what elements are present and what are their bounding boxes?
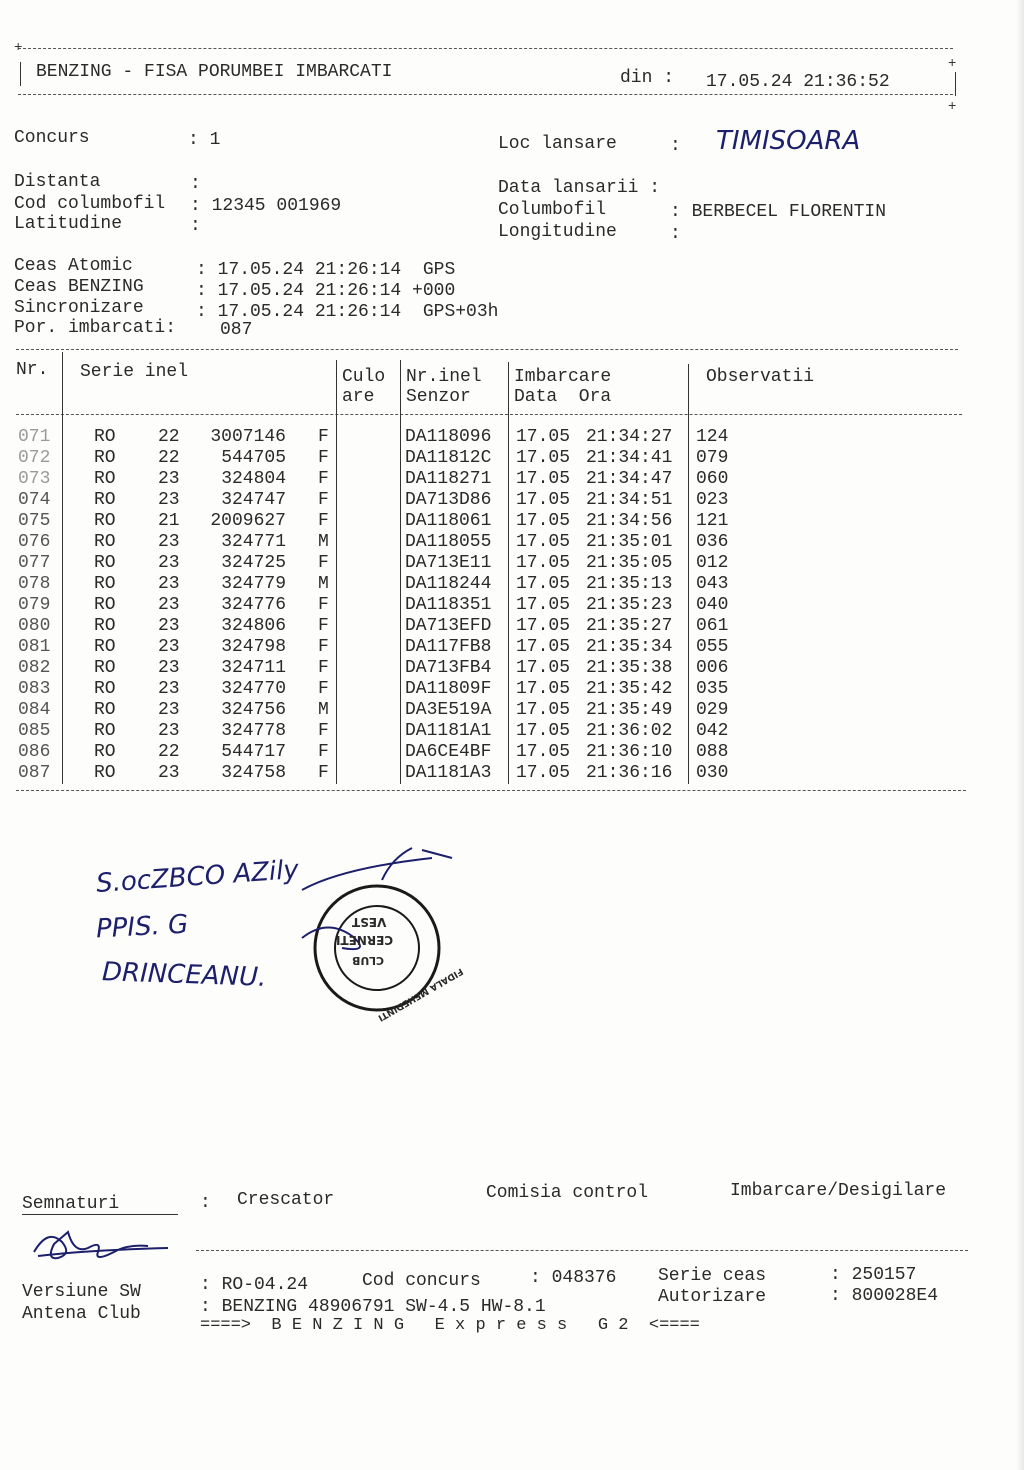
cell-an: 23 <box>158 637 180 658</box>
cell-senzor: DA1181A1 <box>405 721 492 742</box>
cell-an: 23 <box>158 616 180 637</box>
cell-nr: 074 <box>18 490 51 511</box>
col-header-nrinel-1: Nr.inel <box>406 367 482 387</box>
por-imbarcati-label: Por. imbarcati: <box>14 318 177 338</box>
longitudine-colon: : <box>670 224 681 244</box>
cell-ora: 21:35:05 <box>586 553 673 574</box>
cell-ora: 21:34:56 <box>586 511 673 532</box>
table-header-bottom-rule <box>16 414 962 415</box>
cell-nr: 071 <box>18 427 51 447</box>
cell-nr: 086 <box>18 742 51 763</box>
concurs-label: Concurs <box>14 128 90 148</box>
ceas-atomic-label: Ceas Atomic <box>14 256 133 276</box>
cell-nr: 073 <box>18 469 51 490</box>
cell-data: 17.05 <box>516 532 571 553</box>
cell-an: 23 <box>158 469 180 490</box>
cell-inel: 324771 <box>221 532 286 553</box>
cell-an: 23 <box>158 532 180 553</box>
cell-senzor: DA11809F <box>405 679 492 700</box>
cell-obs: 088 <box>696 742 729 763</box>
cell-inel: 324778 <box>221 721 286 742</box>
cell-data: 17.05 <box>516 511 571 532</box>
cell-tara: RO <box>94 700 116 721</box>
columbofil-value: : BERBECEL FLORENTIN <box>670 202 887 222</box>
loc-lansare-label: Loc lansare <box>498 134 617 154</box>
stamp-text-cerneti: CERNETI <box>336 933 394 947</box>
cell-senzor: DA118351 <box>405 595 492 616</box>
table-bottom-rule <box>16 790 966 791</box>
cell-ora: 21:36:16 <box>586 763 673 784</box>
cell-nr: 077 <box>18 553 51 574</box>
cell-data: 17.05 <box>516 490 571 511</box>
cell-sex: F <box>318 637 329 658</box>
cell-nr: 079 <box>18 595 51 616</box>
cell-ora: 21:36:02 <box>586 721 673 742</box>
distanta-label: Distanta <box>14 172 101 192</box>
semnaturi-colon: : <box>200 1193 211 1213</box>
cell-sex: F <box>318 490 329 511</box>
cell-obs: 079 <box>696 448 729 469</box>
cell-data: 17.05 <box>516 616 571 637</box>
cell-inel: 544705 <box>221 448 286 469</box>
report-title: BENZING - FISA PORUMBEI IMBARCATI <box>36 62 393 82</box>
cell-ora: 21:34:41 <box>586 448 673 469</box>
cell-senzor: DA713EFD <box>405 616 492 637</box>
versiune-sw-value: : RO-04.24 <box>200 1275 309 1295</box>
cell-inel: 324779 <box>221 574 286 595</box>
cell-data: 17.05 <box>516 721 571 742</box>
cell-tara: RO <box>94 637 116 658</box>
col-header-imbarcare-2: Data Ora <box>514 387 612 407</box>
cell-ora: 21:34:47 <box>586 469 673 490</box>
table-top-rule <box>16 349 958 350</box>
col-separator <box>508 362 509 784</box>
col-header-culoare-2: are <box>342 387 375 407</box>
cell-sex: F <box>318 427 329 447</box>
cell-inel: 324806 <box>221 616 286 637</box>
cell-an: 23 <box>158 658 180 679</box>
cell-obs: 036 <box>696 532 729 553</box>
cell-inel: 324758 <box>221 763 286 784</box>
cell-nr: 083 <box>18 679 51 700</box>
cell-nr: 076 <box>18 532 51 553</box>
ceas-benzing-label: Ceas BENZING <box>14 277 144 297</box>
cell-an: 22 <box>158 742 180 763</box>
cell-senzor: DA118055 <box>405 532 492 553</box>
cell-tara: RO <box>94 511 116 532</box>
cell-ora: 21:35:27 <box>586 616 673 637</box>
cell-nr: 087 <box>18 763 51 784</box>
cell-senzor: DA11812C <box>405 448 492 469</box>
data-lansarii-label: Data lansarii : <box>498 178 661 198</box>
loc-lansare-colon: : <box>670 136 681 156</box>
cell-tara: RO <box>94 616 116 637</box>
header-bottom-rule <box>18 94 953 95</box>
cell-tara: RO <box>94 595 116 616</box>
distanta-colon: : <box>190 174 201 194</box>
cod-columbofil-value: : 12345 001969 <box>190 196 342 216</box>
col-header-imbarcare-1: Imbarcare <box>514 367 612 387</box>
col-separator <box>400 360 401 784</box>
cell-data: 17.05 <box>516 742 571 763</box>
cell-sex: F <box>318 616 329 637</box>
cell-inel: 324770 <box>221 679 286 700</box>
cell-an: 23 <box>158 553 180 574</box>
ceas-benzing-value: : 17.05.24 21:26:14 +000 <box>196 281 456 301</box>
cell-tara: RO <box>94 679 116 700</box>
crescator-label: Crescator <box>237 1190 335 1210</box>
cell-tara: RO <box>94 427 116 447</box>
cell-an: 22 <box>158 448 180 469</box>
cell-data: 17.05 <box>516 469 571 490</box>
cell-nr: 078 <box>18 574 51 595</box>
cell-nr: 084 <box>18 700 51 721</box>
stamp-ring-text: FIDALA MEHEDINTI <box>375 965 465 1023</box>
ceas-atomic-value: : 17.05.24 21:26:14 GPS <box>196 260 456 280</box>
sincronizare-value: : 17.05.24 21:26:14 GPS+03h <box>196 302 499 322</box>
cell-tara: RO <box>94 448 116 469</box>
cell-nr: 080 <box>18 616 51 637</box>
cell-ora: 21:35:13 <box>586 574 673 595</box>
col-separator <box>62 352 63 784</box>
cell-sex: M <box>318 700 329 721</box>
cell-senzor: DA713E11 <box>405 553 492 574</box>
cell-sex: F <box>318 595 329 616</box>
cell-sex: M <box>318 574 329 595</box>
cell-an: 23 <box>158 679 180 700</box>
cell-senzor: DA713FB4 <box>405 658 492 679</box>
cell-an: 23 <box>158 700 180 721</box>
concurs-value: : 1 <box>188 130 221 150</box>
cell-senzor: DA118096 <box>405 427 492 447</box>
cell-obs: 023 <box>696 490 729 511</box>
cell-an: 23 <box>158 574 180 595</box>
cell-ora: 21:35:38 <box>586 658 673 679</box>
cell-tara: RO <box>94 553 116 574</box>
cell-sex: F <box>318 511 329 532</box>
cell-tara: RO <box>94 532 116 553</box>
cell-ora: 21:35:34 <box>586 637 673 658</box>
versiune-sw-label: Versiune SW <box>22 1282 141 1302</box>
header-corner-mark: + <box>948 99 957 115</box>
cell-ora: 21:35:49 <box>586 700 673 721</box>
header-top-rule <box>18 48 953 49</box>
col-header-serie: Serie inel <box>80 362 189 382</box>
handwritten-note-line3: DRINCEANU. <box>101 957 267 993</box>
cod-concurs-value: : 048376 <box>530 1268 617 1288</box>
col-separator <box>688 364 689 784</box>
cell-senzor: DA117FB8 <box>405 637 492 658</box>
cell-data: 17.05 <box>516 595 571 616</box>
cell-obs: 035 <box>696 679 729 700</box>
cell-nr: 075 <box>18 511 51 532</box>
benzing-express-banner: ====> B E N Z I N G E x p r e s s G 2 <==== <box>200 1316 700 1335</box>
cell-obs: 012 <box>696 553 729 574</box>
loc-lansare-handwritten: TIMISOARA <box>716 126 861 156</box>
cell-data: 17.05 <box>516 553 571 574</box>
cell-tara: RO <box>94 742 116 763</box>
cell-tara: RO <box>94 721 116 742</box>
cod-columbofil-label: Cod columbofil <box>14 194 166 214</box>
cell-sex: F <box>318 742 329 763</box>
por-imbarcati-value: 087 <box>220 320 253 340</box>
stamp-text-club: CLUB <box>352 954 385 967</box>
cod-concurs-label: Cod concurs <box>362 1271 481 1291</box>
cell-sex: M <box>318 532 329 553</box>
cell-nr: 081 <box>18 637 51 658</box>
cell-data: 17.05 <box>516 700 571 721</box>
cell-inel: 324804 <box>221 469 286 490</box>
latitudine-label: Latitudine <box>14 214 123 234</box>
cell-ora: 21:35:42 <box>586 679 673 700</box>
cell-tara: RO <box>94 658 116 679</box>
cell-obs: 055 <box>696 637 729 658</box>
cell-data: 17.05 <box>516 448 571 469</box>
serie-ceas-label: Serie ceas <box>658 1266 767 1286</box>
cell-tara: RO <box>94 763 116 784</box>
col-separator <box>336 360 337 784</box>
signature-line <box>22 1214 178 1215</box>
header-right-bar <box>955 72 956 96</box>
cell-tara: RO <box>94 490 116 511</box>
comisia-control-label: Comisia control <box>486 1183 649 1203</box>
cell-senzor: DA118061 <box>405 511 492 532</box>
cell-data: 17.05 <box>516 427 571 447</box>
cell-nr: 082 <box>18 658 51 679</box>
cell-data: 17.05 <box>516 574 571 595</box>
header-corner-mark: + <box>14 40 23 56</box>
cell-nr: 085 <box>18 721 51 742</box>
cell-nr: 072 <box>18 448 51 469</box>
cell-ora: 21:35:23 <box>586 595 673 616</box>
din-label: din : <box>620 68 675 88</box>
cell-an: 23 <box>158 490 180 511</box>
cell-obs: 043 <box>696 574 729 595</box>
handwritten-note-line1: S.ocZBCO AZily <box>95 854 300 900</box>
cell-obs: 061 <box>696 616 729 637</box>
page-edge-shadow <box>1016 0 1024 1470</box>
antena-club-value: : BENZING 48906791 SW-4.5 HW-8.1 <box>200 1297 546 1317</box>
cell-tara: RO <box>94 469 116 490</box>
col-header-culoare-1: Culo <box>342 367 386 387</box>
header-left-bar <box>20 62 21 86</box>
cell-an: 23 <box>158 721 180 742</box>
cell-inel: 2009627 <box>210 511 286 532</box>
cell-an: 23 <box>158 595 180 616</box>
cell-obs: 060 <box>696 469 729 490</box>
cell-tara: RO <box>94 574 116 595</box>
cell-sex: F <box>318 679 329 700</box>
cell-data: 17.05 <box>516 679 571 700</box>
cell-senzor: DA118244 <box>405 574 492 595</box>
cell-inel: 324747 <box>221 490 286 511</box>
autorizare-value: : 800028E4 <box>830 1286 939 1306</box>
cell-ora: 21:34:27 <box>586 427 673 447</box>
cell-ora: 21:35:01 <box>586 532 673 553</box>
cell-sex: F <box>318 469 329 490</box>
handwritten-note-line2: PPIS. G <box>95 909 189 945</box>
cell-inel: 324711 <box>221 658 286 679</box>
antena-club-label: Antena Club <box>22 1304 141 1324</box>
cell-ora: 21:34:51 <box>586 490 673 511</box>
cell-obs: 121 <box>696 511 729 532</box>
cell-senzor: DA713D86 <box>405 490 492 511</box>
columbofil-label: Columbofil <box>498 200 607 220</box>
cell-inel: 324725 <box>221 553 286 574</box>
cell-inel: 324776 <box>221 595 286 616</box>
header-corner-mark: + <box>948 56 957 72</box>
col-header-nr: Nr. <box>16 360 49 380</box>
cell-an: 22 <box>158 427 180 447</box>
din-value: 17.05.24 21:36:52 <box>706 72 890 92</box>
autorizare-label: Autorizare <box>658 1287 767 1307</box>
cell-an: 23 <box>158 763 180 784</box>
imbarcare-desigilare-label: Imbarcare/Desigilare <box>730 1181 947 1201</box>
cell-sex: F <box>318 721 329 742</box>
semnaturi-label: Semnaturi <box>22 1194 120 1214</box>
crescator-signature <box>28 1222 178 1266</box>
cell-inel: 544717 <box>221 742 286 763</box>
latitudine-colon: : <box>190 216 201 236</box>
col-header-observatii: Observatii <box>706 367 815 387</box>
sincronizare-label: Sincronizare <box>14 298 144 318</box>
cell-inel: 324798 <box>221 637 286 658</box>
cell-ora: 21:36:10 <box>586 742 673 763</box>
cell-senzor: DA1181A3 <box>405 763 492 784</box>
cell-senzor: DA118271 <box>405 469 492 490</box>
cell-sex: F <box>318 658 329 679</box>
cell-obs: 124 <box>696 427 729 447</box>
cell-inel: 324756 <box>221 700 286 721</box>
cell-an: 21 <box>158 511 180 532</box>
serie-ceas-value: : 250157 <box>830 1265 917 1285</box>
cell-obs: 029 <box>696 700 729 721</box>
cell-data: 17.05 <box>516 637 571 658</box>
cell-sex: F <box>318 553 329 574</box>
cell-data: 17.05 <box>516 658 571 679</box>
cell-obs: 042 <box>696 721 729 742</box>
cell-senzor: DA6CE4BF <box>405 742 492 763</box>
cell-senzor: DA3E519A <box>405 700 492 721</box>
cell-obs: 040 <box>696 595 729 616</box>
footer-top-rule <box>196 1250 968 1251</box>
col-header-nrinel-2: Senzor <box>406 387 471 407</box>
longitudine-label: Longitudine <box>498 222 617 242</box>
cell-sex: F <box>318 448 329 469</box>
cell-obs: 006 <box>696 658 729 679</box>
cell-data: 17.05 <box>516 763 571 784</box>
cell-sex: F <box>318 763 329 784</box>
stamp-text-vest: VEST <box>352 915 387 929</box>
cell-inel: 3007146 <box>210 427 286 447</box>
cell-obs: 030 <box>696 763 729 784</box>
